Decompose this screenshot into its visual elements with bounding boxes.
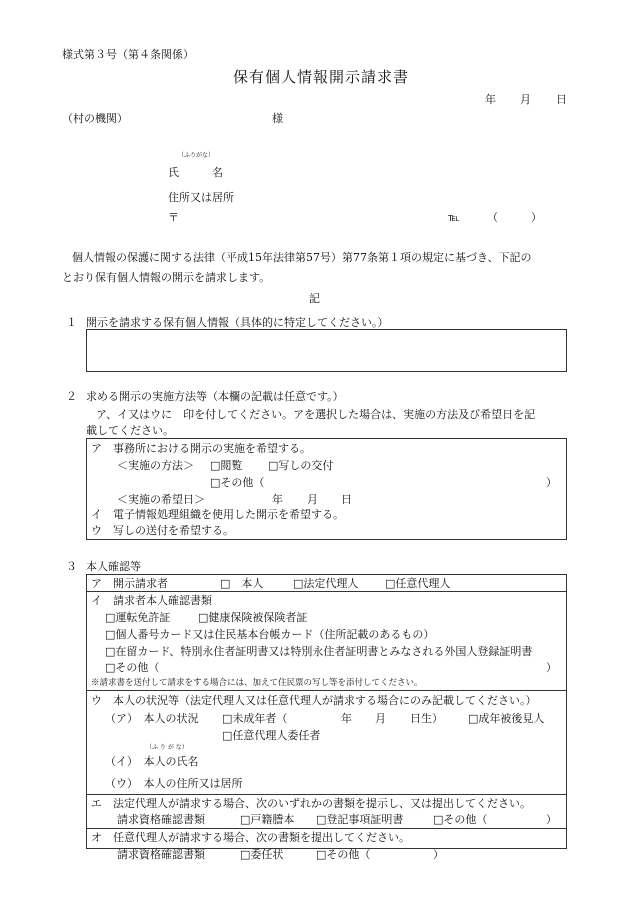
legal-rep-docs-label: 請求資格確認書類 [117,813,205,826]
principal-delegator-checkbox[interactable]: □任意代理人委任者 [222,729,321,742]
method-copy-checkbox[interactable]: □写しの交付 [268,459,334,472]
desired-date-day[interactable]: 日 [341,493,352,506]
principal-birth-month[interactable]: 月 [375,712,386,725]
tel-label: ℡ [448,211,460,224]
date-day[interactable]: 日 [556,93,567,106]
voluntary-rep-docs-label: 請求資格確認書類 [117,848,205,861]
section1-info-field[interactable] [86,329,567,372]
option-a-onsite[interactable]: ア 事務所における開示の実施を希望する。 [91,442,311,455]
desired-date-year[interactable]: 年 [272,493,283,506]
principal-adult-ward-checkbox[interactable]: □成年被後見人 [468,712,545,725]
date-year[interactable]: 年 [485,93,496,106]
intro-line-1: 個人情報の保護に関する法律（平成15年法律第57号）第77条第１項の規定に基づき、下記の [72,251,532,264]
requester-voluntary-rep-checkbox[interactable]: □任意代理人 [385,577,451,590]
principal-status-label: （ア） 本人の状況 [105,712,199,725]
section3-divider-e [86,828,567,829]
addressee-honorific: 様 [272,112,283,125]
principal-birth-year[interactable]: 年 [341,712,352,725]
section2-instruction-1: ア、イ又はウに 印を付してください。アを選択した場合は、実施の方法及び希望日を記 [96,408,536,421]
option-u-mail[interactable]: ウ 写しの送付を希望する。 [91,524,234,537]
requester-self-checkbox[interactable]: □ 本人 [220,577,264,590]
id-mynumber-checkbox[interactable]: □個人番号カード又は住民基本台帳カード（住所記載のあるもの） [105,628,435,641]
principal-birth-day[interactable]: 日生） [410,712,443,725]
section2-number: ２ [66,390,77,403]
form-title: 保有個人情報開示請求書 [233,68,410,86]
applicant-name-label: 氏 名 [168,166,223,179]
method-label: ＜実施の方法＞ [117,459,194,472]
desired-date-label: ＜実施の希望日＞ [117,493,205,506]
section3-divider-u [86,794,567,795]
tel-field[interactable]: （ ） [487,211,542,224]
form-number: 様式第３号（第４条関係） [62,48,194,61]
voluntary-rep-docs-title: オ 任意代理人が請求する場合、次の書類を提出してください。 [91,831,410,844]
id-residence-card-checkbox[interactable]: □在留カード、特別永住者証明書又は特別永住者証明書とみなされる外国人登録証明書 [105,645,533,658]
id-docs-title: イ 請求者本人確認書類 [91,594,212,607]
desired-date-month[interactable]: 月 [307,493,318,506]
section1-label: 開示を請求する保有個人情報（具体的に特定してください。） [86,316,389,329]
principal-status-title: ウ 本人の状況等（法定代理人又は任意代理人が請求する場合にのみ記載してください。） [91,694,537,707]
id-insurance-checkbox[interactable]: □健康保険被保険者証 [198,611,308,624]
voluntary-rep-other-checkbox[interactable]: □その他（ [316,848,371,861]
id-other-close: ） [546,661,557,674]
principal-address-label: （ウ） 本人の住所又は居所 [105,777,243,790]
applicant-furigana: （ふりがな） [178,152,215,159]
requester-label: ア 開示請求者 [91,577,168,590]
section2-instruction-2: 載してください。 [86,424,174,437]
id-license-checkbox[interactable]: □運転免許証 [105,611,171,624]
legal-rep-registry-checkbox[interactable]: □登記事項証明書 [316,813,404,826]
applicant-address-label: 住所又は居所 [168,191,234,204]
date-month[interactable]: 月 [520,93,531,106]
section3-number: ３ [66,560,77,573]
addressee-org: （村の機関） [62,112,128,125]
postal-mark: 〒 [168,211,179,224]
ki-mark: 記 [309,292,320,305]
principal-minor-checkbox[interactable]: □未成年者（ [222,712,288,725]
principal-name-furigana: （ふ り が な） [146,744,188,751]
legal-rep-docs-title: エ 法定代理人が請求する場合、次のいずれかの書類を提示し、又は提出してください。 [91,797,531,810]
section3-label: 本人確認等 [86,560,141,573]
requester-legal-rep-checkbox[interactable]: □法定代理人 [293,577,359,590]
method-other-checkbox[interactable]: □その他（ [210,476,265,489]
voluntary-rep-other-close: ） [433,848,444,861]
option-i-electronic[interactable]: イ 電子情報処理組織を使用した開示を希望する。 [91,508,344,521]
legal-rep-koseki-checkbox[interactable]: □戸籍謄本 [240,813,295,826]
principal-name-label: （イ） 本人の氏名 [105,755,199,768]
method-view-checkbox[interactable]: □閲覧 [210,459,243,472]
legal-rep-other-checkbox[interactable]: □その他（ [433,813,488,826]
id-docs-note: ※請求書を送付して請求をする場合には、加えて住民票の写し等を添付してください。 [91,678,423,688]
section3-divider-i [86,690,567,691]
method-other-close: ） [546,476,557,489]
section1-number: １ [66,316,77,329]
id-other-checkbox[interactable]: □その他（ [105,661,160,674]
section2-label: 求める開示の実施方法等（本欄の記載は任意です。） [86,390,344,403]
section3-divider-a [86,591,567,592]
legal-rep-other-close: ） [546,813,557,826]
voluntary-rep-poa-checkbox[interactable]: □委任状 [240,848,284,861]
intro-line-2: とおり保有個人情報の開示を請求します。 [62,271,271,284]
